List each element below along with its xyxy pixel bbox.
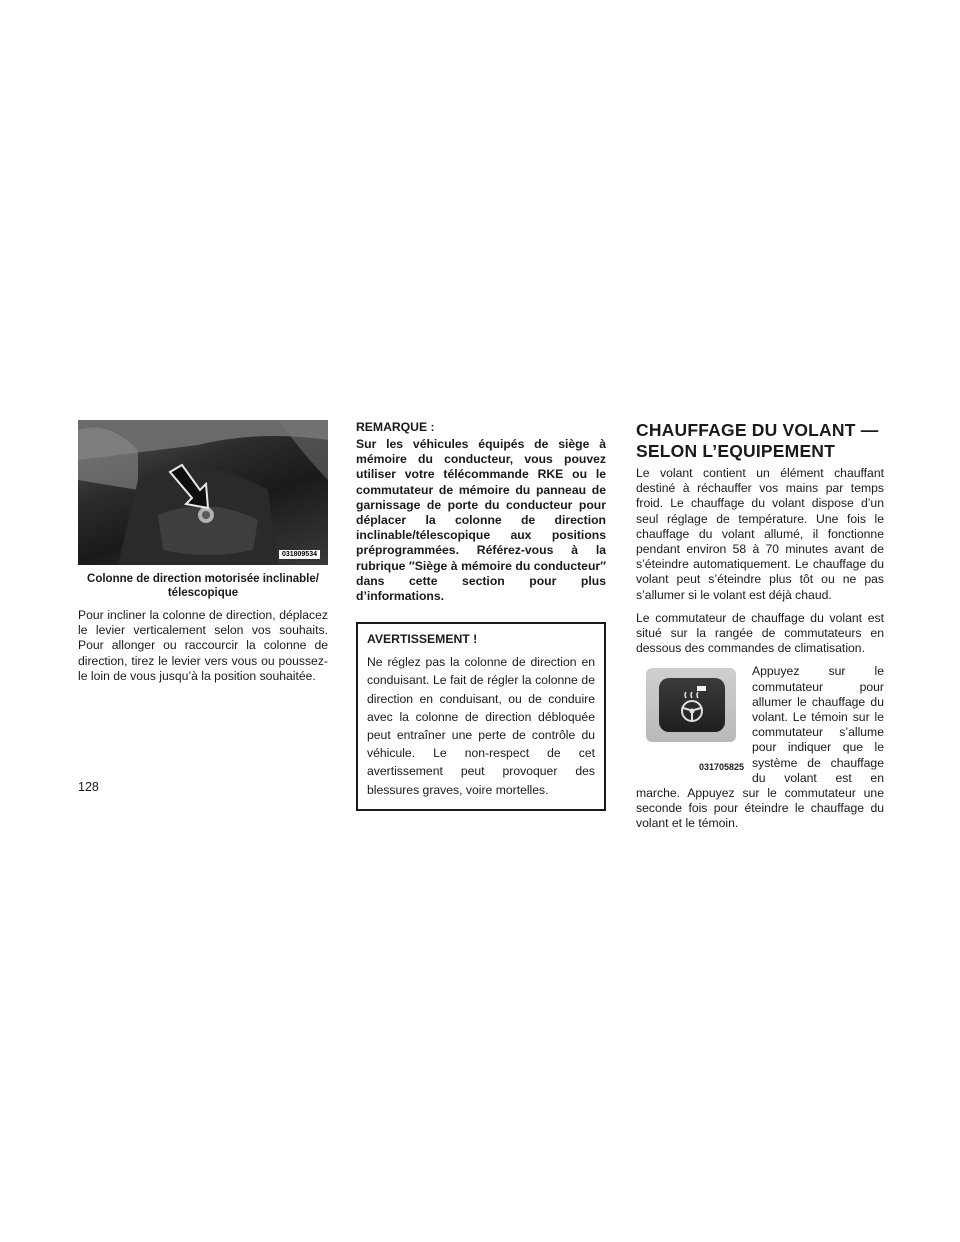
warning-text: Ne réglez pas la colonne de direction en conduisant. Le fait de régler la colonne de direction en conduisant, ou de conduire avec la colonne de direction débloquée peut entraîner une perte de contrôle du véhicule. Le non-respect de cet avertissement peut provoquer des blessures graves, voire mortelles. bbox=[367, 655, 595, 797]
heated-steering-wheel-icon bbox=[659, 678, 725, 732]
right-column bbox=[636, 420, 884, 840]
switch-figure-code: 031705825 bbox=[698, 762, 744, 773]
figure-code: 031809534 bbox=[279, 550, 320, 559]
heated-wheel-paragraph-2: Le commutateur de chauffage du volant est situé sur la rangée de commutateurs en dessous des commandes de climatisation. bbox=[636, 610, 884, 656]
note-body: Sur les véhicules équipés de siège à mémoire du conducteur, vous pouvez utiliser votre télécommande RKE ou le commutateur de mémoire du panneau de garnissage de porte du conducteur pour déplacer la colonne de direction inclinable/télescopique aux positions préprogrammées. Référez-vous à la rubrique ″Siège à mémoire du conducteur″ dans cette section pour plus d’informations. bbox=[356, 437, 606, 604]
tilt-instructions-paragraph: Pour incliner la colonne de direction, déplacez le levier verticalement selon vos souhaits. Pour allonger ou raccourcir la colonne de direction, tirez le levier vers vous ou poussez-le loin de vous jusqu’à la position souhaitée. bbox=[78, 608, 328, 683]
switch-panel bbox=[646, 668, 736, 742]
section-heading bbox=[636, 420, 884, 462]
page-number: 128 bbox=[78, 780, 99, 794]
heated-wheel-paragraph-3: Appuyez sur le commutateur pour allumer le chauffage du volant. Le témoin sur le commutateur s’allume pour indiquer que le système de chauffage du volant est en marche. Appuyez sur le commutateur une seconde fois pour éteindre le chauffage du volant et le témoin. bbox=[636, 664, 884, 831]
heated-wheel-switch-figure bbox=[646, 666, 744, 774]
steering-column-photo bbox=[78, 420, 328, 565]
heated-wheel-paragraph-1: Le volant contient un élément chauffant destiné à réchauffer vos mains par temps froid. Le chauffage du volant dispose d’un seul réglage de température. Une fois le chauffage du volant allumé, il fonctionne pendant environ 58 à 70 minutes avant de s’éteindre automatiquement. Le chauffage du volant peut s’éteindre plus tôt ou ne pas s’allumer si le volant est déjà chaud. bbox=[636, 466, 884, 602]
steering-column-illustration bbox=[78, 420, 328, 565]
warning-box bbox=[356, 622, 606, 811]
middle-column bbox=[356, 420, 606, 811]
left-column bbox=[78, 420, 328, 692]
figure-caption: Colonne de direction motorisée inclinable/ télescopique bbox=[87, 573, 319, 599]
note-label: REMARQUE : bbox=[356, 420, 435, 434]
heated-wheel-switch bbox=[659, 678, 725, 732]
heading-line-1: CHAUFFAGE DU VOLANT — bbox=[636, 420, 879, 440]
heading-line-2: SELON L’EQUIPEMENT bbox=[636, 441, 836, 461]
warning-title: AVERTISSEMENT ! bbox=[367, 632, 478, 647]
